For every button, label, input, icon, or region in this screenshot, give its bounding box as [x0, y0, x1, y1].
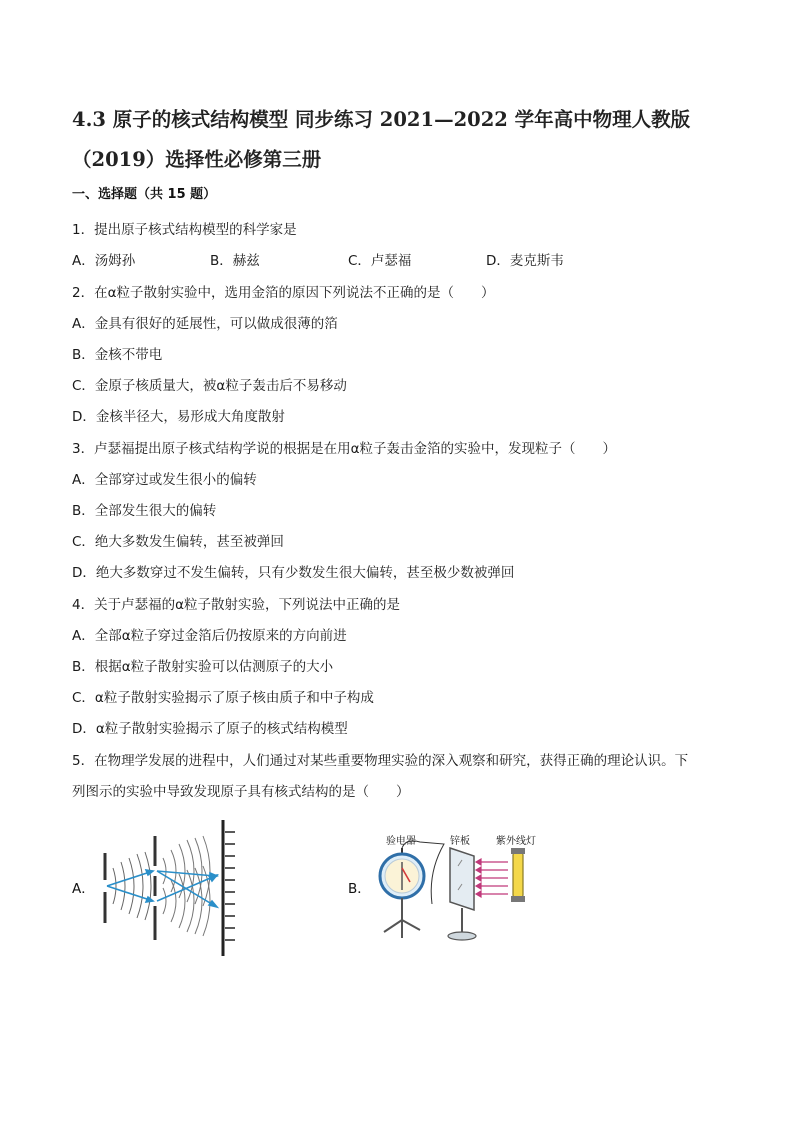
figure-b-photoelectric-apparatus: [370, 832, 550, 947]
q3-option-c: C．绝大多数发生偏转，甚至被弹回: [72, 534, 284, 550]
question-1-stem: 1．提出原子核式结构模型的科学家是: [72, 222, 297, 238]
q2-option-a: A．金具有很好的延展性，可以做成很薄的箔: [72, 316, 338, 332]
question-5-stem-line-1: 5．在物理学发展的进程中，人们通过对某些重要物理实验的深入观察和研究，获得正确的理论认识。下: [72, 753, 689, 769]
figure-a-double-slit-diagram: [95, 818, 245, 958]
q4-option-b: B．根据α粒子散射实验可以估测原子的大小: [72, 659, 334, 675]
question-5-stem-line-2: 列图示的实验中导致发现原子具有核式结构的是（ ）: [72, 784, 410, 800]
electroscope-label: 验电器: [386, 836, 416, 847]
q2-option-b: B．金核不带电: [72, 347, 163, 363]
q3-option-a: A．全部穿过或发生很小的偏转: [72, 472, 257, 488]
q2-option-c: C．金原子核质量大，被α粒子轰击后不易移动: [72, 378, 347, 394]
q3-option-d: D．绝大多数穿过不发生偏转，只有少数发生很大偏转，甚至极少数被弹回: [72, 565, 515, 581]
apparatus-drawing: [370, 832, 550, 947]
q1-option-b: B．赫兹: [210, 253, 260, 269]
question-2-stem: 2．在α粒子散射实验中，选用金箔的原因下列说法不正确的是（ ）: [72, 285, 495, 301]
q1-option-a: A．汤姆孙: [72, 253, 136, 269]
question-3-stem: 3．卢瑟福提出原子核式结构学说的根据是在用α粒子轰击金箔的实验中，发现粒子（ ）: [72, 441, 616, 457]
q2-option-d: D．金核半径大，易形成大角度散射: [72, 409, 285, 425]
title-line-1: 4.3 原子的核式结构模型 同步练习 2021—2022 学年高中物理人教版: [72, 108, 691, 131]
q1-option-d: D．麦克斯韦: [486, 253, 564, 269]
section-heading: 一、选择题（共 15 题）: [72, 187, 217, 202]
q3-option-b: B．全部发生很大的偏转: [72, 503, 217, 519]
q1-option-c: C．卢瑟福: [348, 253, 412, 269]
uv-lamp-label: 紫外线灯: [496, 836, 536, 847]
zinc-plate-label: 锌板: [450, 836, 470, 847]
q4-option-c: C．α粒子散射实验揭示了原子核由质子和中子构成: [72, 690, 374, 706]
document-title: [72, 100, 722, 180]
q4-option-d: D．α粒子散射实验揭示了原子的核式结构模型: [72, 721, 348, 737]
figure-b-label: B．: [348, 881, 371, 897]
figure-a-label: A．: [72, 881, 95, 897]
q4-option-a: A．全部α粒子穿过金箔后仍按原来的方向前进: [72, 628, 347, 644]
title-line-2: （2019）选择性必修第三册: [72, 148, 322, 171]
question-4-stem: 4．关于卢瑟福的α粒子散射实验，下列说法中正确的是: [72, 597, 400, 613]
